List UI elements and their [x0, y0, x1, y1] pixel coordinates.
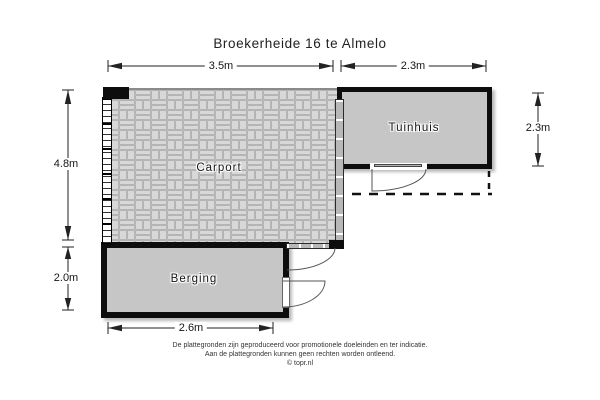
carport-gate-swing-arc	[287, 248, 335, 270]
carport-corner-post	[103, 87, 129, 99]
berging-door-opening	[282, 277, 290, 308]
carport-tuinhuis-slatted-wall	[335, 99, 344, 242]
dimension-label-carport-depth: 4.8m	[50, 158, 82, 170]
dimension-label-berging-depth: 2.0m	[50, 272, 82, 284]
dimension-label-tuinhuis-depth: 2.3m	[522, 122, 554, 134]
carport-bottom-fence	[286, 243, 332, 249]
room-label-berging: Berging	[170, 273, 218, 285]
dimension-label-berging-width: 2.6m	[175, 322, 207, 334]
room-label-carport: Carport	[196, 162, 242, 174]
tuinhuis-door-swing-arc	[372, 169, 426, 191]
tuinhuis-door-leaf	[374, 164, 422, 167]
page-title: Broekerheide 16 te Almelo	[213, 36, 387, 51]
carport-gate-post	[329, 240, 344, 249]
disclaimer-line-1: De plattegronden zijn geproduceerd voor promotionele doeleinden en ter indicatie.	[172, 342, 428, 349]
copyright-line: © topr.nl	[286, 360, 314, 367]
dimension-label-carport-width: 3.5m	[205, 60, 237, 72]
carport-left-slatted-wall	[102, 97, 112, 244]
room-label-tuinhuis: Tuinhuis	[388, 122, 440, 134]
disclaimer-line-2: Aan de plattegronden kunnen geen rechten worden ontleend.	[204, 351, 396, 358]
dimension-label-tuinhuis-width: 2.3m	[397, 60, 429, 72]
